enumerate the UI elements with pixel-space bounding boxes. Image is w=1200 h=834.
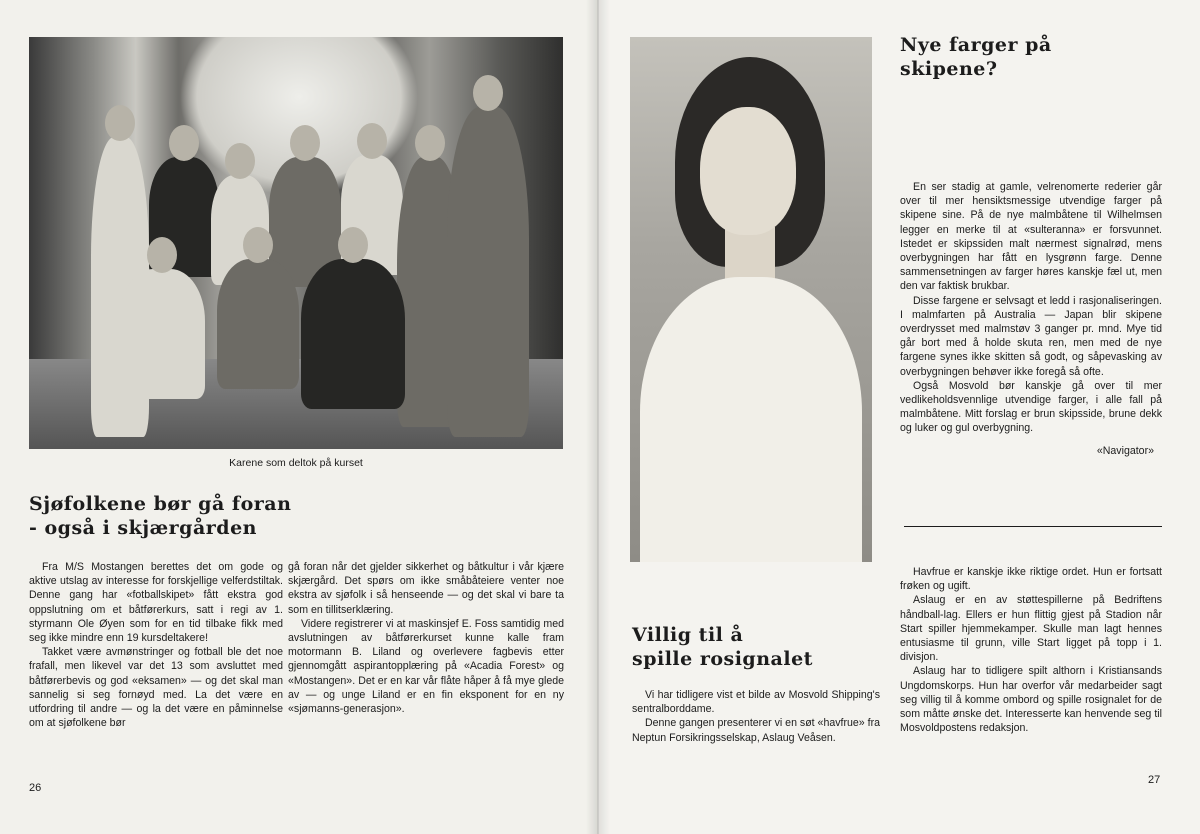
group-photo — [29, 37, 563, 449]
mermaid-article-continued: Havfrue er kanskje ikke riktige ordet. Hun er fortsatt frøken og ugift. Aslaug er en av støttespillerne på Bedriftens håndball-lag. Ellers er hun flittig gjest på Stadion når Start spiller hjemmekamper. Skulle man lagt hennes entusiasme til grunn, ville Start ligget på topp i 1. divisjon. Aslaug har to tidligere spilt althorn i Kristiansands Ungdomskorps. Hun har overfor vår medarbeider sagt seg villig til å komme ombord og spille rosignalet for de som måtte ønske det. Interesserte kan henvende seg til Mosvoldpostens redaksjon. — [900, 566, 1162, 735]
left-headline: Sjøfolkene bør gå foran - også i skjærgården — [29, 493, 292, 539]
photo-person — [119, 269, 205, 399]
photo-person — [301, 259, 405, 409]
right-mid-headline: Villig til å spille rosignalet — [632, 624, 813, 670]
mermaid-article-intro: Vi har tidligere vist et bilde av Mosvold Shipping's sentralborddame. Denne gangen presenterer vi en søt «havfrue» fra Neptun Forsikringsselskap, Aslaug Veåsen. — [632, 689, 880, 744]
page-number-right: 27 — [1148, 774, 1161, 786]
page-gutter — [586, 0, 610, 834]
section-divider — [904, 526, 1162, 527]
colors-article: En ser stadig at gamle, velrenomerte rederier går over til mer hensiktsmessige utvendige farger på skipene sine. På de nye malmbåtene til Wilhelmsen legger en merke til at «sulteranna» er forsvunnet. Istedet er skipssiden malt nærmest signalrød, mens overbygningen har fått en lysgrønn farge. Denne sammensetningen av farger høres kanskje fæl ut, men den var faktisk brukbar. Disse fargene er selvsagt et ledd i rasjonaliseringen. I malmfarten på Australia — Japan blir skipene overdrysset med malmstøv 3 ganger pr. mnd. Mye tid går bort med å holde skuta ren, men med de nye fargene synes ikke skitten så godt, og såpevasking av overbygningen behøver ikke foregå så ofte. Også Mosvold bør kanskje gå over til mer vedlikeholdsvennlige utvendige farger, i alle fall på malmbåtene. Mitt forslag er brun skipsside, brune dekk og luker og gul overbygning. «Navigator» — [900, 181, 1162, 457]
left-article-column-1: Fra M/S Mostangen berettes det om gode og aktive utslag av interesse for forskjellige velferdstiltak. Denne gang har «fotballskipet» fått ekstra god oppslutning om et båtførerkurs, satt i regi av 1. styrmann Ole Øyen som for en tid tilbake fikk med seg ikke mindre enn 19 kursdeltakere! Takket være avmønstringer og fotball ble det noe frafall, men likevel var det 13 som avsluttet med båtførerbevis og god «eksamen» — og det skal man sannelig si seg fornøyd med. La det være en utfordring til andre — og la det være en påminnelse om at sjøfolkene bør — [29, 561, 283, 730]
photo-person — [447, 107, 529, 437]
right-top-headline: Nye farger på skipene? — [900, 34, 1052, 80]
page-number-left: 26 — [29, 782, 42, 794]
left-article-column-2: gå foran når det gjelder sikkerhet og båtkultur i vår kjære skjærgård. Det spørs om ikke småbåteiere venter noe ekstra av sjøfolk i så henseende — og det skal vi bare ta som en tillitserklæring. Videre registrerer vi at maskinsjef E. Foss samtidig med avslutningen av båtførerkurset kunne kalle fram motormann B. Liland og overlevere fagbevis etter gjennomgått aspirantopplæring på «Acadia Forest» og «Mostangen». Det er en kar vår flåte håper å få mye glede av — og unge Liland er en fin eksponent for en ny «sjømanns-generasjon». — [288, 561, 564, 716]
article-signature: «Navigator» — [1096, 444, 1154, 457]
photo-caption: Karene som deltok på kurset — [229, 457, 363, 469]
photo-person — [217, 259, 299, 389]
portrait-photo — [630, 37, 872, 562]
